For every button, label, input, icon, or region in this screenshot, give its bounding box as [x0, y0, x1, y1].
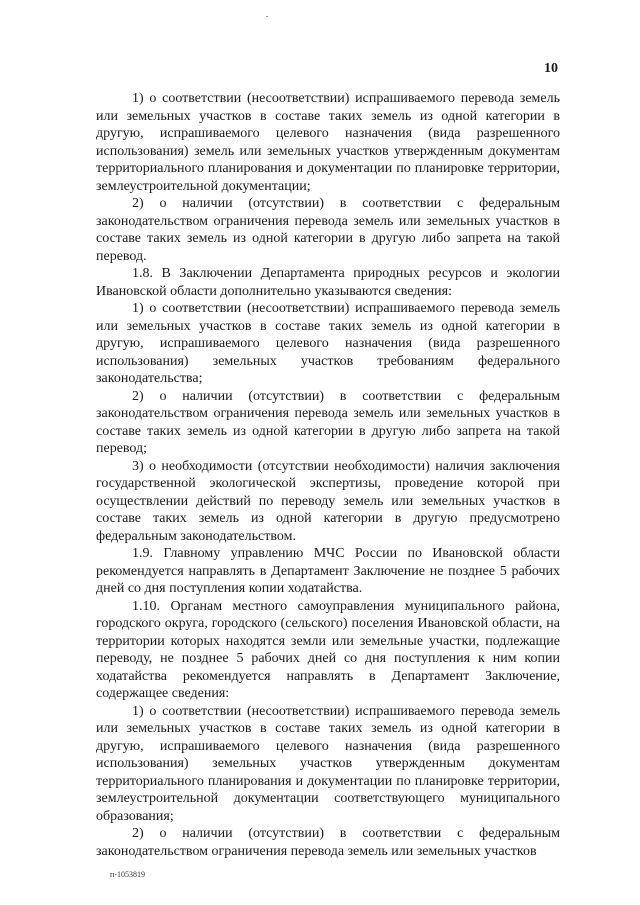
paragraph: 2) о наличии (отсутствии) в соответствии с федеральным законодательством ограничения перевода земель или земельных участков в составе таких земель из одной категории в другую либо запрета на такой перевод;: [96, 388, 560, 456]
document-body: [96, 90, 560, 860]
paragraph: 1.8. В Заключении Департамента природных ресурсов и экологии Ивановской области дополнительно указываются сведения:: [96, 266, 560, 299]
paragraph: 1) о соответствии (несоответствии) испрашиваемого перевода земель или земельных участков в составе таких земель из одной категории в другую, испрашиваемого целевого назначения (вида разрешенного использования) земельных участков требованиям федерального законодательства;: [96, 301, 560, 386]
document-code: п-1053819: [110, 870, 145, 879]
paragraph: 1) о соответствии (несоответствии) испрашиваемого перевода земель или земельных участков в составе таких земель из одной категории в другую, испрашиваемого целевого назначения (вида разрешенного использования) земель или земельных участков утвержденным документам территориального планирования и документации по планировке территории, землеустроительной документации;: [96, 91, 560, 194]
paragraph: 3) о необходимости (отсутствии необходимости) наличия заключения государственной экологической экспертизы, проведение которой при осуществлении действий по переводу земель или земельных участков в составе таких земель из одной категории в другую предусмотрено федеральным законодательством.: [96, 458, 560, 544]
scan-speck: [266, 16, 268, 17]
page-number: 10: [544, 61, 558, 76]
paragraph: 1.10. Органам местного самоуправления муниципального района, городского округа, городского (сельского) поселения Ивановской области, на территории которых находятся земли или земельные участки, подлежащие переводу, не позднее 5 рабочих дней со дня поступления к ним копии ходатайства рекомендуется направлять в Департамент Заключение, содержащее сведения:: [96, 598, 560, 701]
paragraph: 2) о наличии (отсутствии) в соответствии с федеральным законодательством ограничения перевода земель или земельных участков: [96, 826, 560, 859]
paragraph: 1) о соответствии (несоответствии) испрашиваемого перевода земель или земельных участков в составе таких земель из одной категории в другую, испрашиваемого целевого назначения (вида разрешенного использования) земельных участков утвержденным документам территориального планирования и документации по планировке территории, землеустроительной документации соответствующего муниципального образования;: [96, 703, 560, 824]
paragraph: 2) о наличии (отсутствии) в соответствии с федеральным законодательством ограничения перевода земель или земельных участков в составе таких земель из одной категории в другую либо запрета на такой перевод.: [96, 196, 560, 264]
paragraph: 1.9. Главному управлению МЧС России по Ивановской области рекомендуется направлять в Департамент Заключение не позднее 5 рабочих дней со дня поступления копии ходатайства.: [96, 546, 560, 596]
